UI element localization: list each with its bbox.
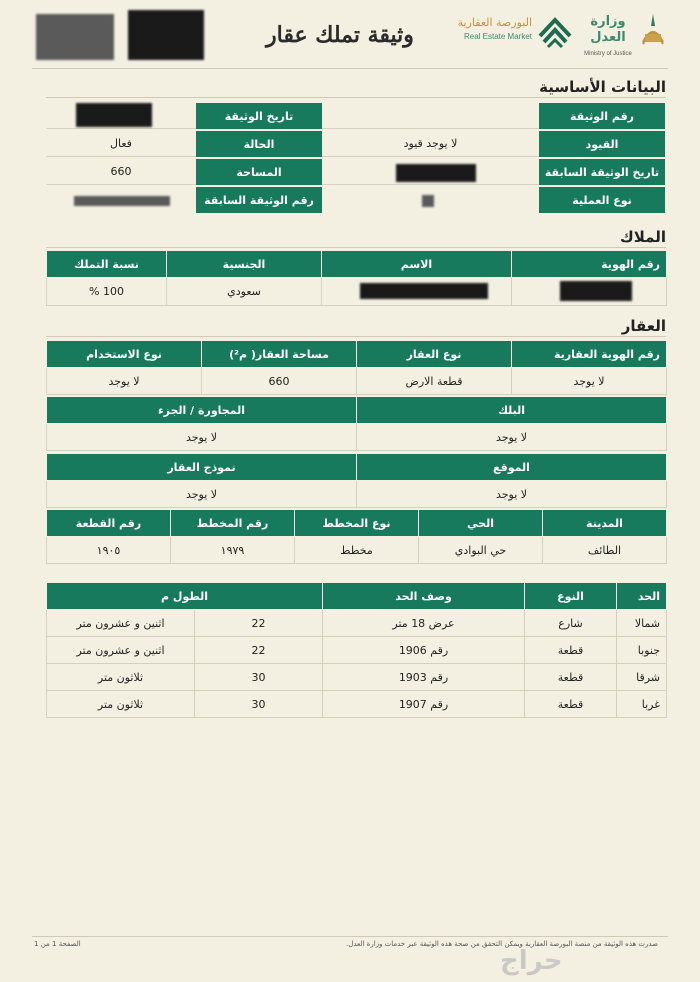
table-cell: الطائف xyxy=(543,537,667,564)
status-value: فعال xyxy=(46,131,196,157)
table-cell: شارع xyxy=(525,610,617,637)
area-label: المساحة xyxy=(196,159,322,185)
table-row xyxy=(47,664,667,691)
table-cell: عرض 18 متر xyxy=(323,610,525,637)
table-header-row xyxy=(47,341,667,368)
rem-logo-text: البورصة العقارية xyxy=(457,16,532,29)
property-details-table xyxy=(46,340,667,395)
column-header: رقم الهوية xyxy=(512,251,667,278)
table-header-row xyxy=(47,397,667,424)
column-header: وصف الحد xyxy=(323,583,525,610)
table-cell: 660 xyxy=(202,368,357,395)
column-header: الموقع xyxy=(357,454,667,481)
column-header: الجنسية xyxy=(167,251,322,278)
table-cell: رقم 1903 xyxy=(323,664,525,691)
redacted-block xyxy=(422,195,434,207)
table-cell: 30 xyxy=(195,664,323,691)
redacted-block xyxy=(128,10,204,60)
owners-title: الملاك xyxy=(620,228,666,246)
table-header-row xyxy=(47,510,667,537)
table-header-row xyxy=(47,251,667,278)
table-row xyxy=(47,481,667,508)
table-row xyxy=(47,637,667,664)
table-header-row xyxy=(47,454,667,481)
national-emblem-icon xyxy=(638,12,668,48)
document-title: وثيقة تملك عقار xyxy=(266,22,414,48)
table-cell: لا يوجد xyxy=(47,424,357,451)
table-cell: قطعة xyxy=(525,664,617,691)
column-header: نوع المخطط xyxy=(295,510,419,537)
table-cell: رقم 1906 xyxy=(323,637,525,664)
column-header: الاسم xyxy=(322,251,512,278)
table-cell: شرقا xyxy=(617,664,667,691)
doc-number-value xyxy=(322,103,539,129)
column-header: رقم الهوية العقارية xyxy=(512,341,667,368)
table-cell: ثلاثون متر xyxy=(47,691,195,718)
column-header: نسبة التملك xyxy=(47,251,167,278)
table-row xyxy=(47,610,667,637)
property-title: العقار xyxy=(621,317,666,335)
prev-doc-date-value xyxy=(322,159,539,185)
table-cell: ١٩٧٩ xyxy=(171,537,295,564)
property-location-table xyxy=(46,453,667,508)
ministry-of-justice-logo xyxy=(580,14,636,62)
column-header: نوع العقار xyxy=(357,341,512,368)
moj-logo-subtext: Ministry of Justice xyxy=(584,51,632,57)
column-header: الحد xyxy=(617,583,667,610)
table-cell: مخطط xyxy=(295,537,419,564)
table-cell: ١٩٠٥ xyxy=(47,537,171,564)
section-divider xyxy=(46,247,666,248)
area-value: 660 xyxy=(46,159,196,185)
table-cell: قطعة xyxy=(525,637,617,664)
operation-type-label: نوع العملية xyxy=(539,187,665,213)
owner-nationality-cell: سعودي xyxy=(167,278,322,306)
owner-name-cell xyxy=(322,278,512,306)
watermark: حراج xyxy=(500,946,563,976)
restrictions-label: القيود xyxy=(539,131,665,157)
table-cell: قطعة xyxy=(525,691,617,718)
redacted-block xyxy=(360,283,488,299)
property-block-table xyxy=(46,396,667,451)
basic-info-title: البيانات الأساسية xyxy=(539,78,666,96)
table-cell: شمالا xyxy=(617,610,667,637)
table-cell: لا يوجد xyxy=(357,481,667,508)
table-cell: جنوبا xyxy=(617,637,667,664)
table-cell: قطعة الارض xyxy=(357,368,512,395)
table-cell: لا يوجد xyxy=(357,424,667,451)
table-row xyxy=(47,368,667,395)
table-cell: 30 xyxy=(195,691,323,718)
table-cell: لا يوجد xyxy=(512,368,667,395)
table-cell: 22 xyxy=(195,610,323,637)
column-header: البلك xyxy=(357,397,667,424)
header-divider xyxy=(32,68,668,69)
doc-date-value xyxy=(46,103,196,129)
redacted-block xyxy=(396,164,476,182)
column-header: نوع الاستخدام xyxy=(47,341,202,368)
table-row xyxy=(47,424,667,451)
column-header: نموذج العقار xyxy=(47,454,357,481)
redacted-block xyxy=(74,196,170,206)
status-label: الحالة xyxy=(196,131,322,157)
table-row xyxy=(47,537,667,564)
prev-doc-date-label: تاريخ الوثيقة السابقة xyxy=(539,159,665,185)
doc-number-label: رقم الوثيقة xyxy=(539,103,665,129)
operation-type-value xyxy=(322,187,539,213)
property-plan-table xyxy=(46,509,667,564)
section-divider xyxy=(46,97,666,98)
column-header: مساحة العقار( م²) xyxy=(202,341,357,368)
column-header: النوع xyxy=(525,583,617,610)
table-header-row xyxy=(47,583,667,610)
column-header: الطول م xyxy=(47,583,323,610)
rem-mark-icon xyxy=(536,12,574,50)
column-header: رقم المخطط xyxy=(171,510,295,537)
table-cell: حي البوادي xyxy=(419,537,543,564)
table-cell: غربا xyxy=(617,691,667,718)
boundaries-table xyxy=(46,582,667,718)
redacted-block xyxy=(36,14,114,60)
page-number: الصفحة 1 من 1 xyxy=(34,940,81,948)
rem-logo-subtext: Real Estate Market xyxy=(463,32,532,41)
table-row xyxy=(47,278,667,306)
owner-id-cell xyxy=(512,278,667,306)
redacted-block xyxy=(560,281,632,301)
table-cell: رقم 1907 xyxy=(323,691,525,718)
doc-date-label: تاريخ الوثيقة xyxy=(196,103,322,129)
footer-divider xyxy=(32,936,668,937)
column-header: رقم القطعة xyxy=(47,510,171,537)
document-header xyxy=(0,0,700,72)
section-divider xyxy=(46,336,666,337)
moj-logo-text: وزارة العدل xyxy=(590,14,626,45)
redacted-block xyxy=(76,103,152,127)
table-row xyxy=(47,691,667,718)
column-header: الحي xyxy=(419,510,543,537)
owner-ownership-cell: 100 % xyxy=(47,278,167,306)
table-cell: اثنين و عشرون متر xyxy=(47,610,195,637)
table-cell: ثلاثون متر xyxy=(47,664,195,691)
table-cell: لا يوجد xyxy=(47,368,202,395)
table-cell: اثنين و عشرون متر xyxy=(47,637,195,664)
restrictions-value: لا يوجد قيود xyxy=(322,131,539,157)
column-header: المجاورة / الجزء xyxy=(47,397,357,424)
real-estate-market-logo xyxy=(452,16,532,44)
prev-doc-number-value xyxy=(46,187,196,213)
table-cell: لا يوجد xyxy=(47,481,357,508)
table-cell: 22 xyxy=(195,637,323,664)
column-header: المدينة xyxy=(543,510,667,537)
owners-table xyxy=(46,250,667,306)
prev-doc-number-label: رقم الوثيقة السابقة xyxy=(196,187,322,213)
footer-note: صدرت هذه الوثيقة من منصة البورصة العقارية ويمكن التحقق من صحة هذه الوثيقة عبر خدمات وزارة العدل. xyxy=(346,940,658,948)
